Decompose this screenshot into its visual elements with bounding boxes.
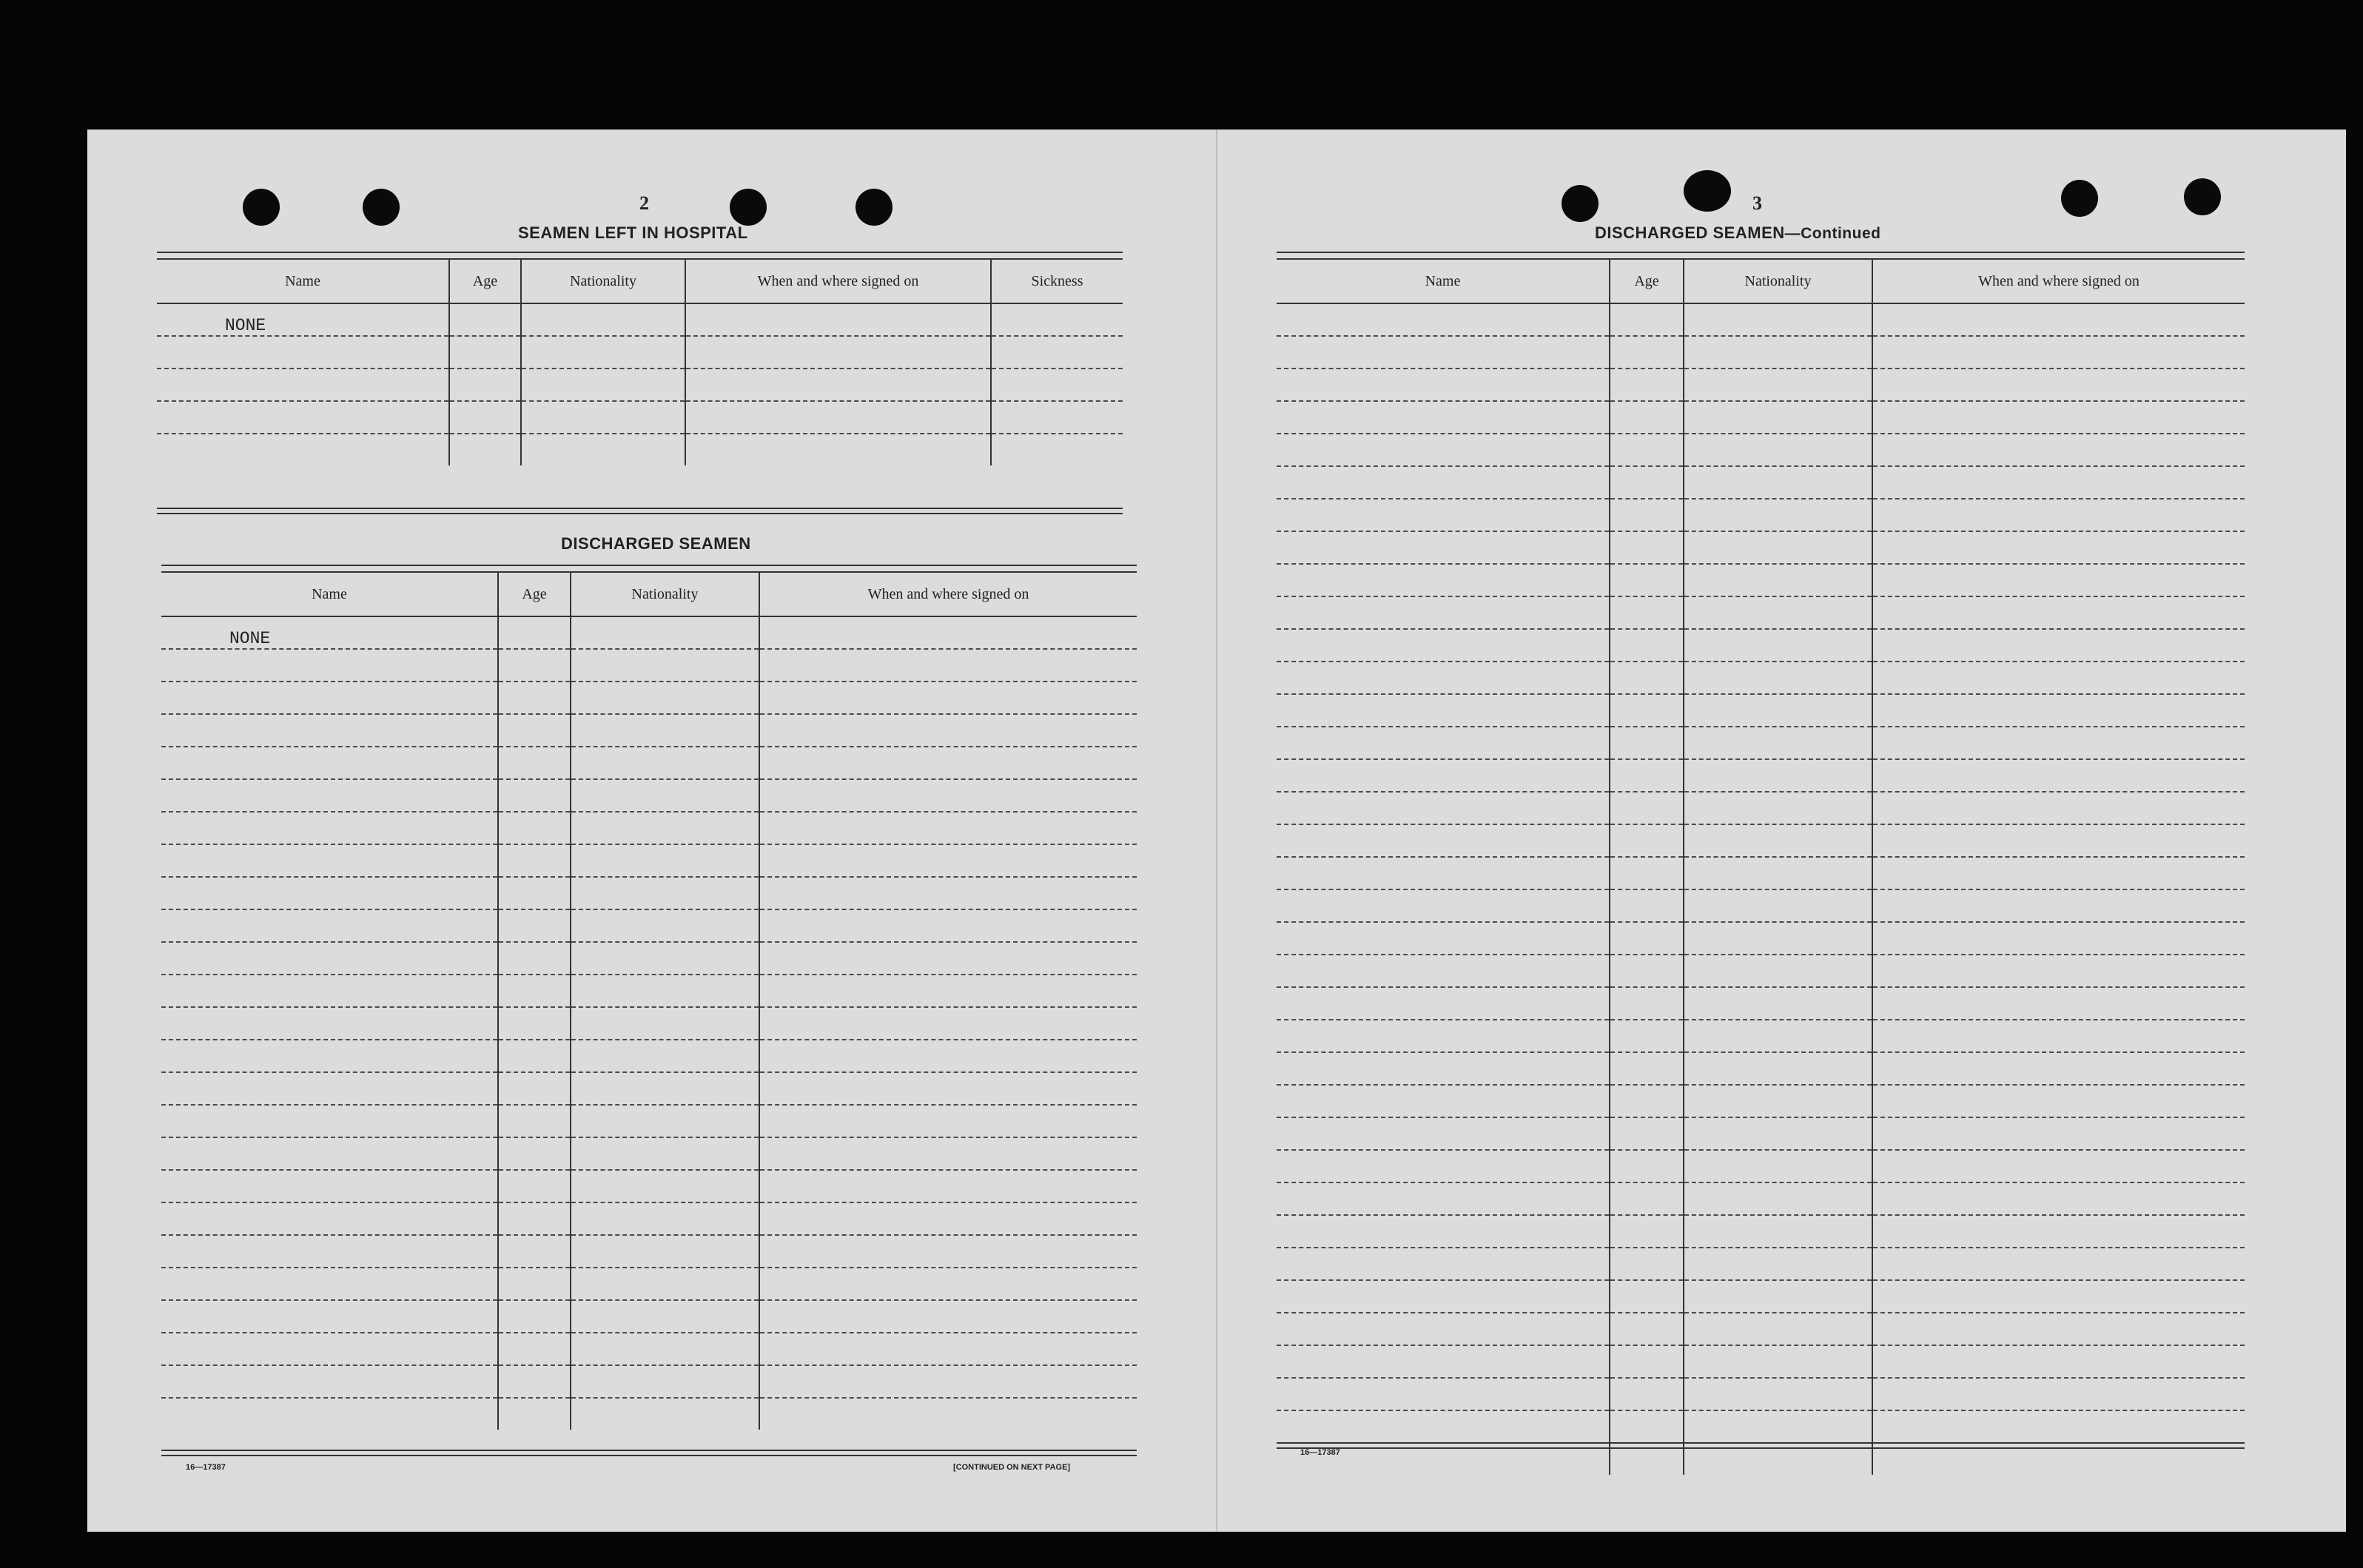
- table-row: [1277, 466, 2245, 499]
- name-cell: NONE: [161, 616, 498, 649]
- table-row: [161, 714, 1137, 747]
- table-row: [1277, 1117, 2245, 1150]
- section-rule: [157, 252, 1123, 260]
- table-row: [1277, 1182, 2245, 1215]
- discharged-continued-title: [1595, 223, 1880, 243]
- table-row: [1277, 955, 2245, 987]
- table-row: [1277, 1150, 2245, 1182]
- discharged-table: [161, 573, 1137, 1430]
- table-row: [1277, 987, 2245, 1020]
- table-row: [1277, 1378, 2245, 1410]
- table-row: [1277, 564, 2245, 596]
- table-row: [1277, 401, 2245, 434]
- hospital-section-title: SEAMEN LEFT IN HOSPITAL: [518, 223, 748, 242]
- table-row: [161, 1398, 1137, 1430]
- table-row: [161, 779, 1137, 812]
- hospital-table: [157, 260, 1123, 465]
- table-row: [1277, 662, 2245, 694]
- table-row: [1277, 1280, 2245, 1313]
- table-row: [1277, 434, 2245, 466]
- table-row: [161, 1105, 1137, 1137]
- column-header: Nationality: [571, 573, 759, 616]
- section-rule: [161, 1450, 1137, 1456]
- table-row: [161, 1007, 1137, 1040]
- table-row: [161, 1137, 1137, 1170]
- continued-note: [CONTINUED ON NEXT PAGE]: [953, 1463, 1071, 1472]
- discharged-section-title: DISCHARGED SEAMEN: [561, 534, 751, 553]
- table-header-row: [157, 260, 1123, 303]
- punch-hole: [856, 189, 893, 226]
- table-row: [1277, 369, 2245, 401]
- page-number: 2: [639, 192, 649, 214]
- table-row: [161, 1300, 1137, 1333]
- table-row: [1277, 1248, 2245, 1280]
- right-page: [1216, 129, 2346, 1532]
- table-row: [157, 303, 1123, 336]
- table-row: [1277, 1020, 2245, 1052]
- punch-hole: [243, 189, 280, 226]
- table-row: [1277, 922, 2245, 955]
- column-header: Nationality: [521, 260, 685, 303]
- table-row: [161, 1202, 1137, 1235]
- table-row: [1277, 1313, 2245, 1345]
- column-header: Name: [1277, 260, 1610, 303]
- punch-hole: [730, 189, 767, 226]
- table-row: [157, 401, 1123, 434]
- column-header: When and where signed on: [1872, 260, 2245, 303]
- table-row: [1277, 759, 2245, 792]
- form-number: 16—17387: [186, 1463, 226, 1472]
- table-row: [1277, 792, 2245, 824]
- table-row: [161, 1365, 1137, 1398]
- punch-hole: [1684, 170, 1731, 212]
- section-rule: [1277, 1442, 2245, 1449]
- section-rule: [1277, 252, 2245, 260]
- table-row: [161, 1040, 1137, 1072]
- name-cell: NONE: [157, 303, 449, 336]
- column-header: When and where signed on: [759, 573, 1137, 616]
- table-row: [161, 812, 1137, 844]
- table-row: [157, 369, 1123, 401]
- left-page: [87, 129, 1216, 1532]
- table-row: [161, 877, 1137, 909]
- table-row: [1277, 1085, 2245, 1117]
- table-row: [1277, 531, 2245, 564]
- column-header: Age: [1610, 260, 1684, 303]
- table-row: [1277, 1345, 2245, 1378]
- table-row: [1277, 857, 2245, 889]
- punch-hole: [2061, 180, 2098, 217]
- column-header: Age: [498, 573, 571, 616]
- punch-hole: [2184, 178, 2221, 215]
- section-title-suffix: —Continued: [1784, 225, 1881, 242]
- table-row: [161, 1235, 1137, 1268]
- page-number: 3: [1752, 192, 1762, 214]
- column-header: When and where signed on: [685, 260, 991, 303]
- section-rule: [161, 565, 1137, 573]
- table-row: [1277, 727, 2245, 759]
- column-header: Nationality: [1684, 260, 1872, 303]
- table-row: [1277, 889, 2245, 922]
- table-row: [1277, 824, 2245, 857]
- table-row: [161, 747, 1137, 779]
- table-row: [157, 336, 1123, 369]
- section-rule: [157, 508, 1123, 514]
- column-header: Name: [157, 260, 449, 303]
- table-row: [1277, 1052, 2245, 1085]
- punch-hole: [363, 189, 400, 226]
- column-header: Sickness: [991, 260, 1123, 303]
- table-row: [1277, 499, 2245, 531]
- table-row: [161, 1333, 1137, 1365]
- table-row: [161, 1170, 1137, 1202]
- column-header: Age: [449, 260, 521, 303]
- table-row: [1277, 694, 2245, 727]
- table-row: [161, 844, 1137, 877]
- column-header: Name: [161, 573, 498, 616]
- table-row: [1277, 596, 2245, 629]
- table-row: [161, 1072, 1137, 1105]
- table-row: [161, 616, 1137, 649]
- table-row: [1277, 303, 2245, 336]
- table-row: [161, 942, 1137, 975]
- table-row: [161, 682, 1137, 714]
- table-row: [161, 909, 1137, 942]
- table-row: [161, 975, 1137, 1007]
- table-row: [1277, 336, 2245, 369]
- table-row: [1277, 629, 2245, 662]
- form-number: 16—17387: [1300, 1448, 1340, 1457]
- table-header-row: [161, 573, 1137, 616]
- discharged-continued-table: [1277, 260, 2245, 1475]
- table-header-row: [1277, 260, 2245, 303]
- punch-hole: [1562, 185, 1599, 222]
- section-title-text: DISCHARGED SEAMEN: [1595, 223, 1785, 242]
- table-row: [157, 434, 1123, 465]
- table-row: [1277, 1215, 2245, 1248]
- table-row: [161, 1268, 1137, 1300]
- table-row: [1277, 1410, 2245, 1443]
- table-row: [161, 649, 1137, 682]
